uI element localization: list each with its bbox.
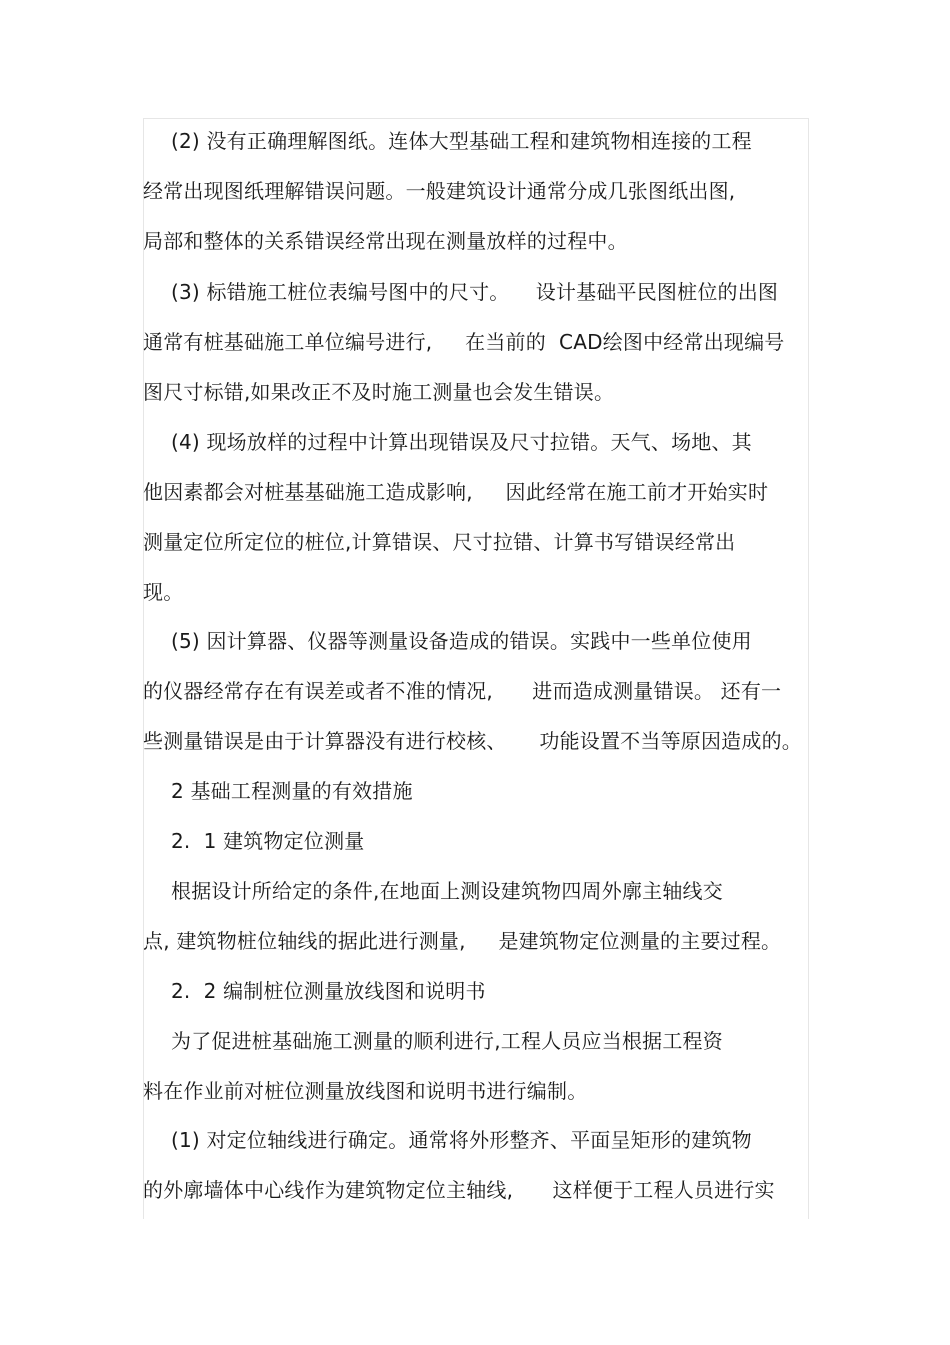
paragraph-line: (2) 没有正确理解图纸。连体大型基础工程和建筑物相连接的工程 — [171, 129, 752, 153]
paragraph-line: (5) 因计算器、仪器等测量设备造成的错误。实践中一些单位使用 — [171, 629, 752, 653]
paragraph-line: 的仪器经常存在有误差或者不准的情况, 进而造成测量错误。 还有一 — [143, 679, 782, 703]
paragraph-line: 为了促进桩基础施工测量的顺利进行,工程人员应当根据工程资 — [171, 1029, 723, 1053]
paragraph-line: 图尺寸标错,如果改正不及时施工测量也会发生错误。 — [143, 380, 615, 404]
paragraph-line: 局部和整体的关系错误经常出现在测量放样的过程中。 — [143, 229, 628, 253]
paragraph-line: 通常有桩基础施工单位编号进行, 在当前的 CAD绘图中经常出现编号 — [143, 330, 785, 354]
paragraph-line: 根据设计所给定的条件,在地面上测设建筑物四周外廓主轴线交 — [171, 879, 723, 903]
paragraph-line: 经常出现图纸理解错误问题。一般建筑设计通常分成几张图纸出图, — [143, 179, 736, 203]
subsection-heading: 2. 2 编制桩位测量放线图和说明书 — [171, 979, 486, 1003]
paragraph-line: 测量定位所定位的桩位,计算错误、尺寸拉错、计算书写错误经常出 — [143, 530, 736, 554]
paragraph-line: 的外廓墙体中心线作为建筑物定位主轴线, 这样便于工程人员进行实 — [143, 1178, 775, 1202]
subsection-heading: 2. 1 建筑物定位测量 — [171, 829, 365, 853]
paragraph-line: 料在作业前对桩位测量放线图和说明书进行编制。 — [143, 1079, 588, 1103]
paragraph-line: 点, 建筑物桩位轴线的据此进行测量, 是建筑物定位测量的主要过程。 — [143, 929, 782, 953]
section-heading: 2 基础工程测量的有效措施 — [171, 779, 413, 803]
paragraph-line: (4) 现场放样的过程中计算出现错误及尺寸拉错。天气、场地、其 — [171, 430, 752, 454]
paragraph-line: 些测量错误是由于计算器没有进行校核、 功能设置不当等原因造成的。 — [143, 729, 802, 753]
paragraph-line: (1) 对定位轴线进行确定。通常将外形整齐、平面呈矩形的建筑物 — [171, 1128, 752, 1152]
paragraph-line: (3) 标错施工桩位表编号图中的尺寸。 设计基础平民图桩位的出图 — [171, 280, 779, 304]
paragraph-line: 他因素都会对桩基基础施工造成影响, 因此经常在施工前才开始实时 — [143, 480, 769, 504]
paragraph-line: 现。 — [143, 580, 184, 604]
